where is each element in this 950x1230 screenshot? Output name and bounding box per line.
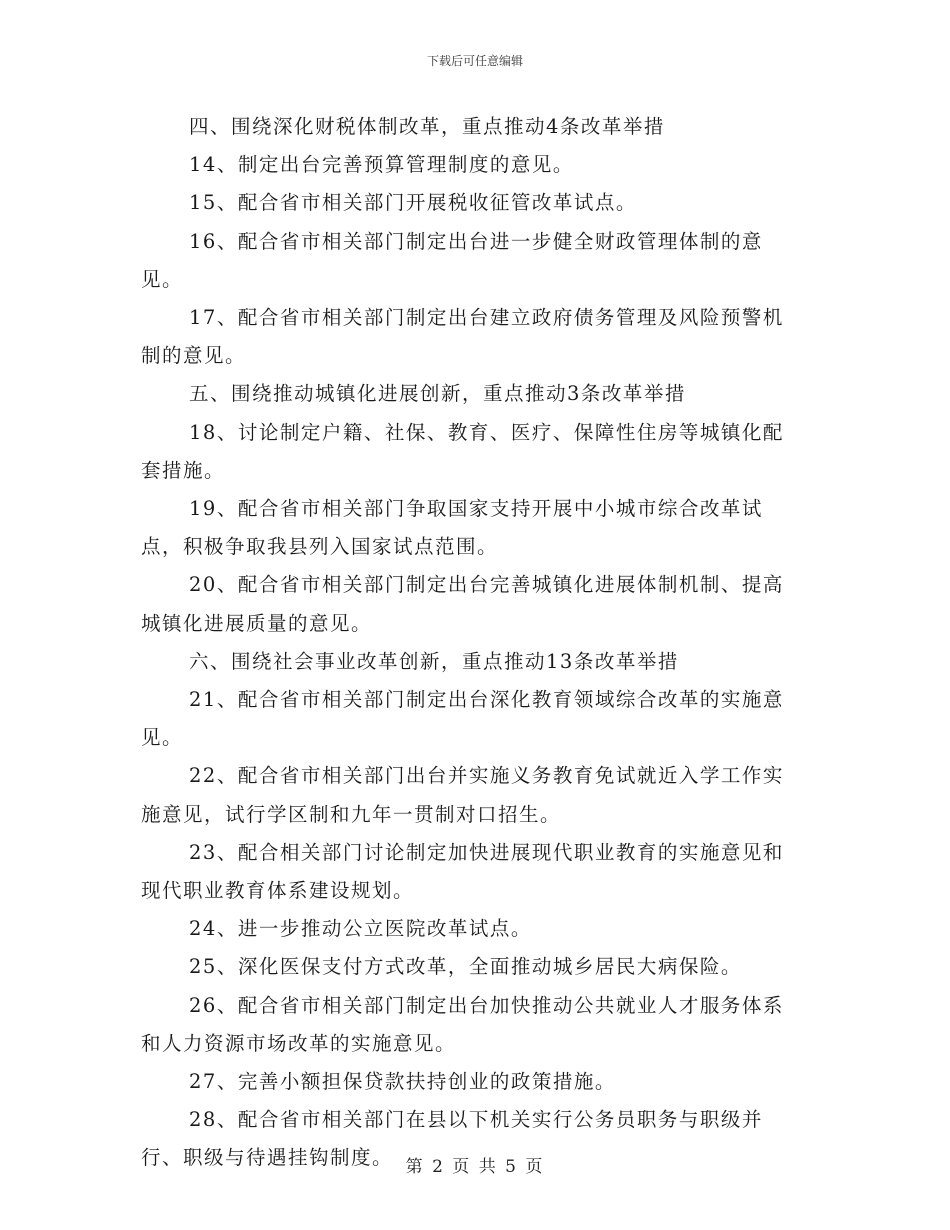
document-body	[141, 108, 801, 1178]
section-heading-5: 五、围绕推动城镇化进展创新，重点推动3条改革举措	[189, 382, 686, 406]
list-item-15: 15、配合省市相关部门开展税收征管改革试点。	[189, 191, 637, 215]
list-item-18: 18、讨论制定户籍、社保、教育、医疗、保障性住房等城镇化配套措施。	[141, 420, 784, 482]
list-item-21: 21、配合省市相关部门制定出台深化教育领域综合改革的实施意见。	[141, 688, 784, 750]
page-header: 下载后可任意编辑	[426, 54, 523, 68]
list-item-14: 14、制定出台完善预算管理制度的意见。	[189, 153, 574, 177]
list-item-28: 28、配合省市相关部门在县以下机关实行公务员职务与职级并行、职级与待遇挂钩制度。	[141, 1108, 763, 1170]
list-item-23: 23、配合相关部门讨论制定加快进展现代职业教育的实施意见和现代职业教育体系建设规划。	[141, 840, 784, 903]
list-item-22: 22、配合省市相关部门出台并实施义务教育免试就近入学工作实施意见，试行学区制和九年一贯制对口招生。	[141, 764, 784, 826]
list-item-20: 20、配合省市相关部门制定出台完善城镇化进展体制机制、提高城镇化进展质量的意见。	[141, 573, 784, 635]
list-item-16: 16、配合省市相关部门制定出台进一步健全财政管理体制的意见。	[141, 229, 763, 291]
page-number: 第 2 页 共 5 页	[405, 1157, 545, 1177]
list-item-24: 24、进一步推动公立医院改革试点。	[189, 917, 532, 941]
list-item-27: 27、完善小额担保贷款扶持创业的政策措施。	[189, 1070, 616, 1094]
list-item-19: 19、配合省市相关部门争取国家支持开展中小城市综合改革试点，积极争取我县列入国家试点范围。	[141, 497, 763, 559]
list-item-26: 26、配合省市相关部门制定出台加快推动公共就业人才服务体系和人力资源市场改革的实施意见。	[141, 993, 784, 1055]
section-heading-6: 六、围绕社会事业改革创新，重点推动13条改革举措	[189, 649, 679, 673]
section-heading-4: 四、围绕深化财税体制改革，重点推动4条改革举措	[189, 115, 665, 138]
list-item-25: 25、深化医保支付方式改革，全面推动城乡居民大病保险。	[189, 955, 742, 979]
list-item-17: 17、配合省市相关部门制定出台建立政府债务管理及风险预警机制的意见。	[141, 306, 784, 368]
